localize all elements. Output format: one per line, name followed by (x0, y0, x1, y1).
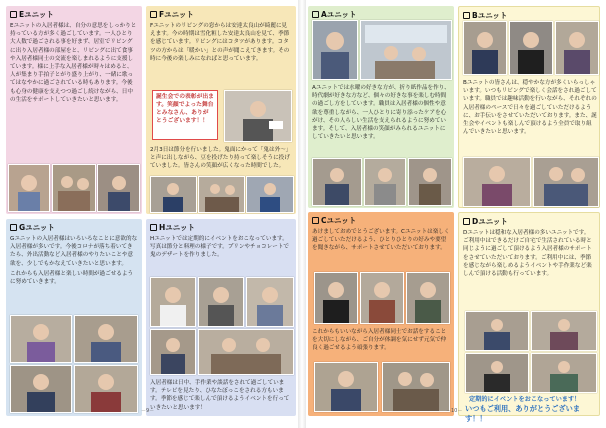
square-icon (150, 224, 157, 231)
photo-c-3 (406, 272, 450, 324)
photo-b-2 (509, 21, 553, 75)
unit-c-body-1: あけましておめでとうございます。Cユニットは楽しく過ごしていただけるよう、ひとりひとりの好みや要望を聞きながら、サポートさせていただいております。 (312, 229, 450, 252)
unit-e-panel (6, 6, 142, 214)
photo-c-1 (314, 272, 358, 324)
unit-g-panel (6, 219, 142, 416)
photo-g-4 (74, 365, 138, 413)
photo-e-3 (97, 164, 140, 212)
photo-d-3 (465, 353, 529, 393)
unit-c-body-2: これからもいいながら入居者様同士でお話をすることを大切にしながら、ご自分が体調を気にせず元気で仲良く過ごせるよう頑張ります。 (312, 329, 447, 352)
square-icon (10, 11, 17, 18)
unit-d-panel (458, 212, 600, 423)
photo-h-1 (150, 277, 196, 327)
photo-g-1 (10, 315, 72, 363)
photo-f-2 (150, 176, 197, 213)
square-icon (463, 218, 470, 225)
unit-a-body: Aユニットでは水曜の好きな方が、折り紙作品を作り、時代劇が好きな方など、個々の好きな事を楽しむ時間の過ごし方をしています。職員は入居者様の個性や意欲を尊重しながら、一人ひとりに寄り添ったケアを心がけ、その人らしい生活を支えられるように努めています。そして、入居者様の笑顔がみられるユニットにしていきたいと思います。 (312, 85, 450, 141)
unit-f-title (150, 9, 292, 20)
unit-c-title-text: Cユニット (321, 216, 357, 225)
unit-f-title-text: Fユニット (159, 10, 194, 19)
unit-f-panel (146, 6, 296, 214)
unit-e-body: Eユニットの入居者様は、自分の意思をしっかりと持っている方が多く過ごしています。一人ひとり大人数で過ごされる事を好まず、居室でリビングに出り入居者様の部屋をと、リビングに出て食事や入居者様同士の交流を楽しまれるように支援しています。様に上手な入居者様が時々はめると、人が集まり手拍子とがり盛り上がり、一緒に歌ってはなやかに過ごされている時もあります。今後も心身の健康を支えつつ過ごし続けながら、日中の生活をサポートしていきたいと思います。 (10, 23, 137, 103)
photo-c-2 (360, 272, 404, 324)
unit-h-title-text: Hユニット (159, 223, 195, 232)
photo-d-1 (465, 311, 529, 351)
square-icon (150, 11, 157, 18)
unit-b-panel (458, 6, 600, 208)
photo-f-4 (246, 176, 294, 213)
unit-f-callout: 誕生会での表彰が出ます。笑顔でよった舞台とみなさん、ありがとうございます！！ (152, 90, 218, 140)
photo-g-3 (10, 365, 72, 413)
photo-h-3 (246, 277, 294, 327)
unit-e-title (10, 9, 138, 20)
unit-g-body-2: これからも入居者様と楽しい時間が過ごせるように努めていきます。 (10, 270, 134, 286)
photo-d-2 (531, 311, 597, 351)
unit-a-title (312, 9, 450, 20)
unit-c-panel (308, 212, 454, 416)
unit-b-title-text: Bユニット (472, 11, 508, 20)
left-page (6, 6, 296, 416)
photo-d-4 (531, 353, 597, 393)
photo-c-4 (314, 362, 378, 412)
photo-f-3 (198, 176, 245, 213)
unit-h-title (150, 222, 292, 233)
unit-d-title-text: Dユニット (472, 217, 508, 226)
right-page (308, 6, 600, 423)
photo-h-5 (198, 329, 294, 375)
unit-h-body-2: 入居者様は日中、手作業や談話をされて過ごしています。テレビを見たり、ひなたぼっこをされる方もいます。季節を感じて楽しんで頂けるようイベントを行っていきたいと思います！ (150, 380, 290, 411)
unit-d-body: Dユニットは穏和な入居者様の多いユニットです。ご利用中はできるだけご自宅で生活されている時と同じように過ごして頂けるよう入居者様のサポートをさせていただいております。ご利用中には、季節を感じながら楽しめるようイベントや手作業など楽しんで頂ける活動も行っています。 (463, 230, 592, 278)
photo-a-5 (408, 158, 452, 206)
photo-a-1 (312, 20, 358, 80)
square-icon (10, 224, 17, 231)
unit-f-body-1: Fユニットのリビングの窓からは安達太良山が綺麗に見えます。今の時期は雪化粧した安達太良山を見て、季節を感じています。リビングにはコタツがあります。コタツの方からは「暖かい」との声が聞こえてきます。その時に今後の楽しみになればと思っています。 (150, 23, 290, 62)
unit-a-title-text: Aユニット (321, 10, 357, 19)
unit-g-body-1: Gユニットの入居者様はいろいろなことに意欲的な入居者様が多いです。今後コロナが落ち着いてきたら、外出活動など入居者様のやりたいことや意欲を、少しでもかなえていきたいと思います。 (10, 236, 138, 267)
photo-a-4 (364, 158, 406, 206)
photo-b-1 (463, 21, 507, 75)
photo-g-2 (74, 315, 138, 363)
page-number-left: －9－ (141, 408, 155, 414)
photo-b-3 (555, 21, 599, 75)
center-gutter (298, 0, 306, 428)
photo-h-4 (150, 329, 196, 375)
square-icon (312, 11, 319, 18)
photo-e-1 (8, 164, 50, 212)
photo-c-5 (382, 362, 450, 412)
photo-b-4 (463, 157, 531, 207)
unit-b-body: Bユニットの皆さんは、穏やかな方が多くいらっしゃいます。いつもリビングで楽しく会話をされ過ごしています。職員では趣味活動を行いながら、それぞれの入居者様のペースで日々を過ごしていただけるように、お手伝いをさせていただいております。また、誕生会やイベントも楽しんで頂けるよう全員で取り組んでいきたいと思います。 (463, 80, 597, 136)
unit-g-title (10, 222, 138, 233)
square-icon (312, 217, 319, 224)
photo-a-2 (360, 20, 452, 80)
photo-e-2 (52, 164, 96, 212)
page-number-right: －10－ (446, 408, 463, 414)
unit-a-panel (308, 6, 454, 208)
unit-e-title-text: Eユニット (19, 10, 54, 19)
unit-g-title-text: Gユニット (19, 223, 55, 232)
unit-c-title (312, 215, 450, 226)
unit-h-body-1: Hユニットでは定期的にイベントをおこなっています。写真は節分と料理の様子です。プリンやチョコレートで鬼のデザートを作りました。 (150, 236, 290, 259)
unit-d-title (463, 216, 595, 227)
unit-h-panel (146, 219, 296, 416)
unit-d-thanks: いつもご利用、ありがとうございます！！ (465, 404, 581, 423)
unit-d-notice: 定期的にイベントをおこなっています！ (469, 396, 581, 403)
unit-f-body-2: 2月3日は節分を行いました。鬼面にかって「鬼は外～」と声に出しながら、豆を投げたり持って楽しそうに投げていました。皆さんの笑顔が広くなった時間でした。 (150, 147, 292, 170)
photo-b-5 (533, 157, 599, 207)
square-icon (463, 12, 470, 19)
photo-h-2 (198, 277, 244, 327)
photo-f-1 (224, 90, 292, 142)
unit-b-title (463, 10, 595, 21)
photo-a-3 (312, 158, 362, 206)
